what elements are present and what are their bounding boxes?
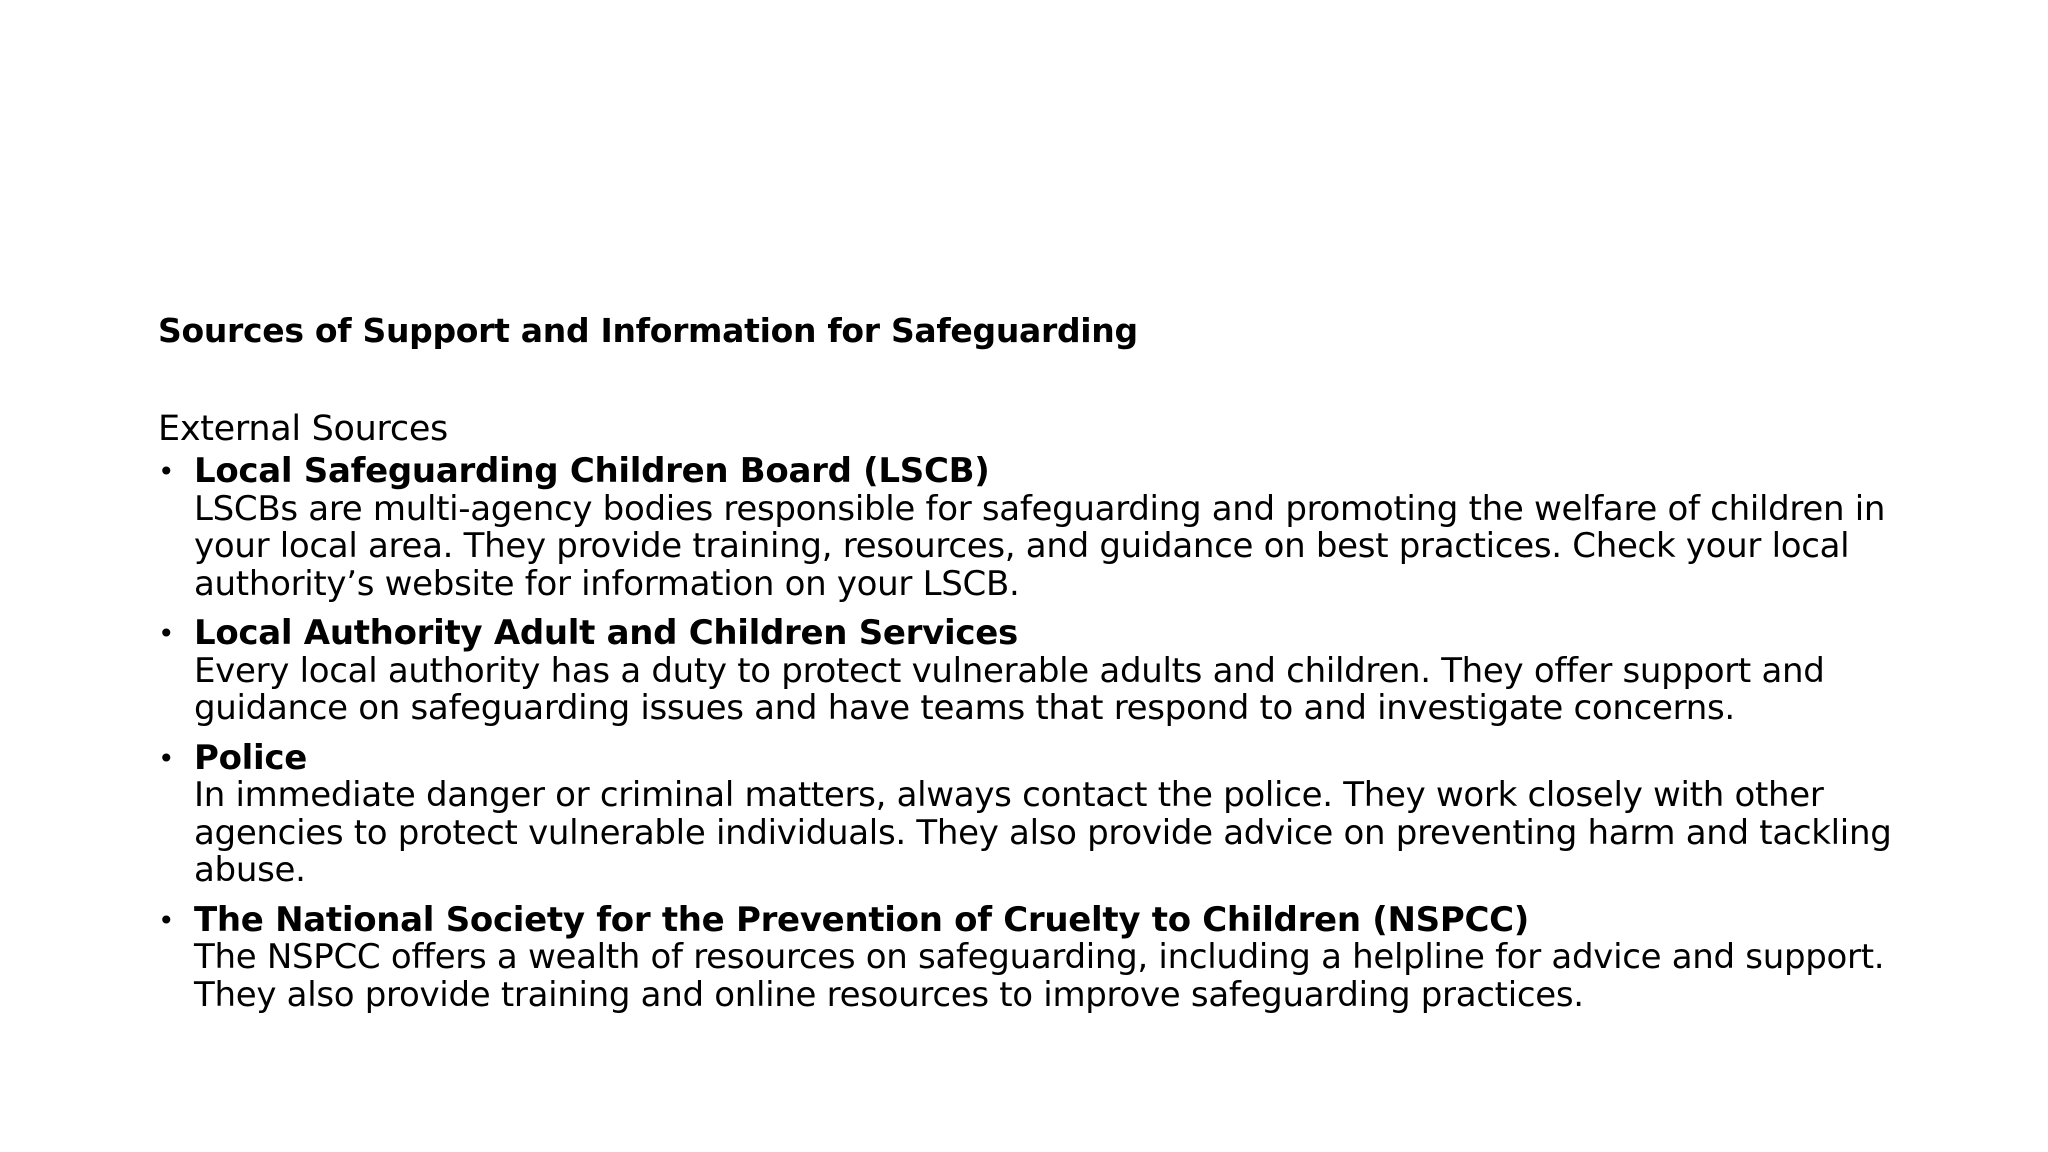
slide-content [158, 308, 1918, 1014]
bullet-body: The NSPCC offers a wealth of resources on safeguarding, including a helpline for advice and support. They also provide training and online resources to improve safeguarding practices. [194, 937, 1885, 1015]
bullet-icon: • [158, 741, 175, 775]
bullet-icon: • [158, 617, 175, 650]
bullet-list [158, 453, 1918, 1014]
bullet-body: In immediate danger or criminal matters, always contact the police. They work closely with other agencies to protect vulnerable individuals. They also provide advice on preventing harm and tackling abuse. [194, 775, 1892, 890]
bullet-heading: Local Safeguarding Children Board (LSCB) [194, 451, 990, 491]
slide-title: Sources of Support and Information for Safeguarding [158, 311, 1138, 350]
bullet-item-lscb [158, 453, 1918, 603]
bullet-icon: • [158, 903, 175, 937]
bullet-item-local-authority [158, 615, 1918, 728]
bullet-item-nspcc [158, 899, 1918, 1015]
bullet-item-police [158, 737, 1918, 890]
bullet-heading: Police [194, 737, 307, 778]
bullet-body: Every local authority has a duty to protect vulnerable adults and children. They offer support and guidance on safeguarding issues and have teams that respond to and investigate concerns. [194, 650, 1825, 728]
bullet-heading: The National Society for the Prevention of Cruelty to Children (NSPCC) [194, 899, 1529, 940]
bullet-icon: • [158, 455, 175, 488]
bullet-heading: Local Authority Adult and Children Services [194, 613, 1018, 653]
bullet-body: LSCBs are multi-agency bodies responsible for safeguarding and promoting the welfare of children in your local area. They provide training, resources, and guidance on best practices. Check your local authority’s website for information on your LSCB. [194, 488, 1886, 604]
section-label: External Sources [158, 409, 448, 449]
